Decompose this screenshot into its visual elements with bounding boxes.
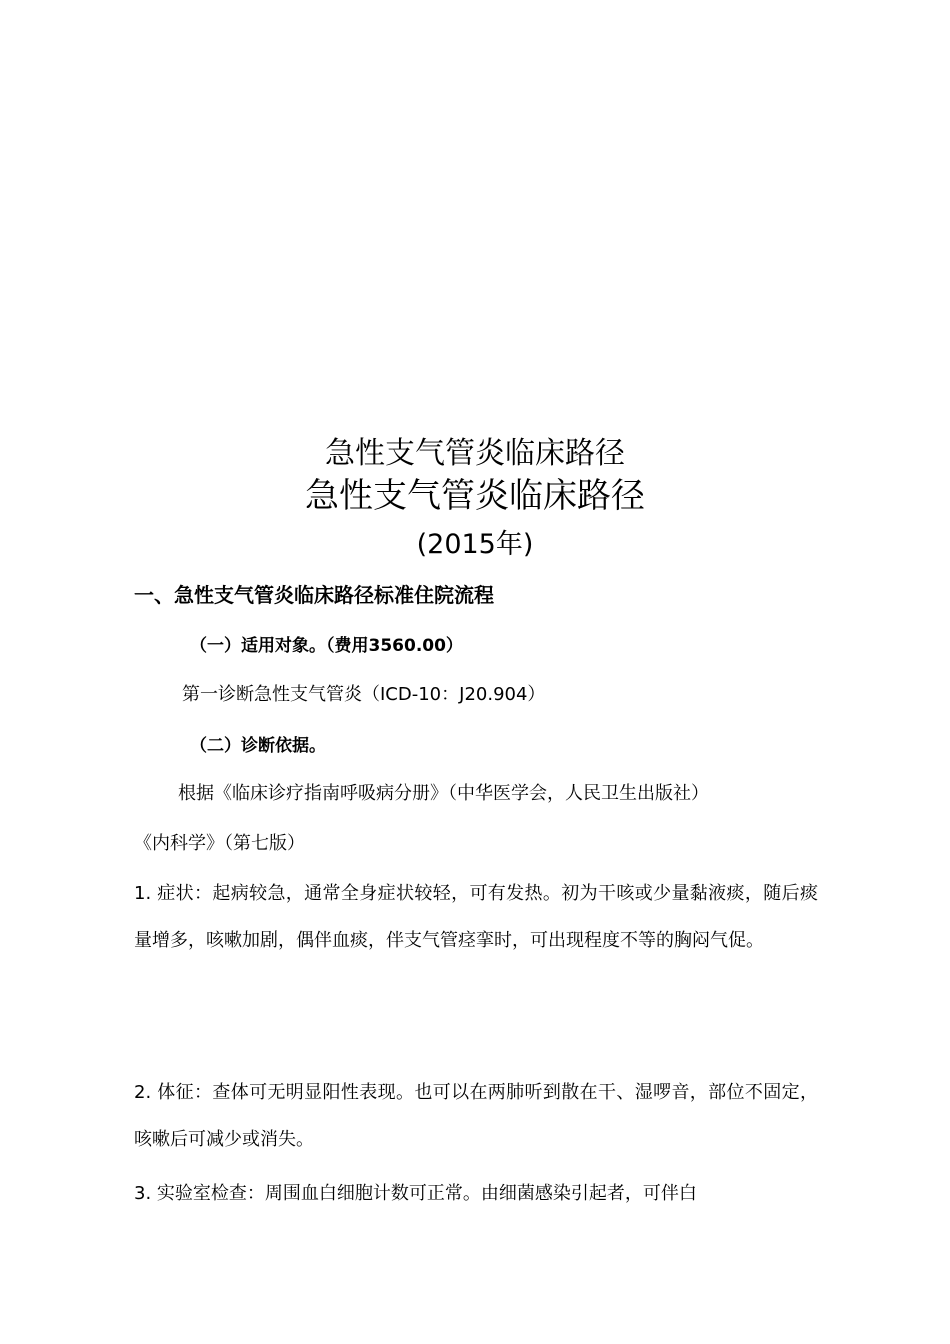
basis-line-2: 《内科学》（第七版） [134, 833, 305, 854]
document-title-large: 急性支气管炎临床路径 [305, 476, 645, 516]
first-diagnosis: 第一诊断急性支气管炎（ICD-10：J20.904） [182, 684, 546, 705]
item-signs: 2. 体征：查体可无明显阳性表现。也可以在两肺听到散在干、湿啰音，部位不固定，咳嗽后可减少或消失。 [134, 1082, 818, 1150]
item-symptoms: 1. 症状：起病较急，通常全身症状较轻，可有发热。初为干咳或少量黏液痰，随后痰量增多，咳嗽加剧，偶伴血痰，伴支气管痉挛时，可出现程度不等的胸闷气促。 [134, 883, 818, 951]
document-year: (2015年) [416, 529, 534, 560]
document-title-small: 急性支气管炎临床路径 [325, 436, 625, 471]
section-applicable-object: （一）适用对象。（费用3560.00） [190, 636, 463, 656]
section-diagnostic-basis: （二）诊断依据。 [190, 736, 326, 756]
heading-standard-process: 一、急性支气管炎临床路径标准住院流程 [134, 583, 494, 607]
basis-line-1: 根据《临床诊疗指南呼吸病分册》（中华医学会，人民卫生出版社） [178, 783, 709, 804]
item-lab-tests: 3. 实验室检查：周围血白细胞计数可正常。由细菌感染引起者，可伴白 [134, 1183, 697, 1204]
